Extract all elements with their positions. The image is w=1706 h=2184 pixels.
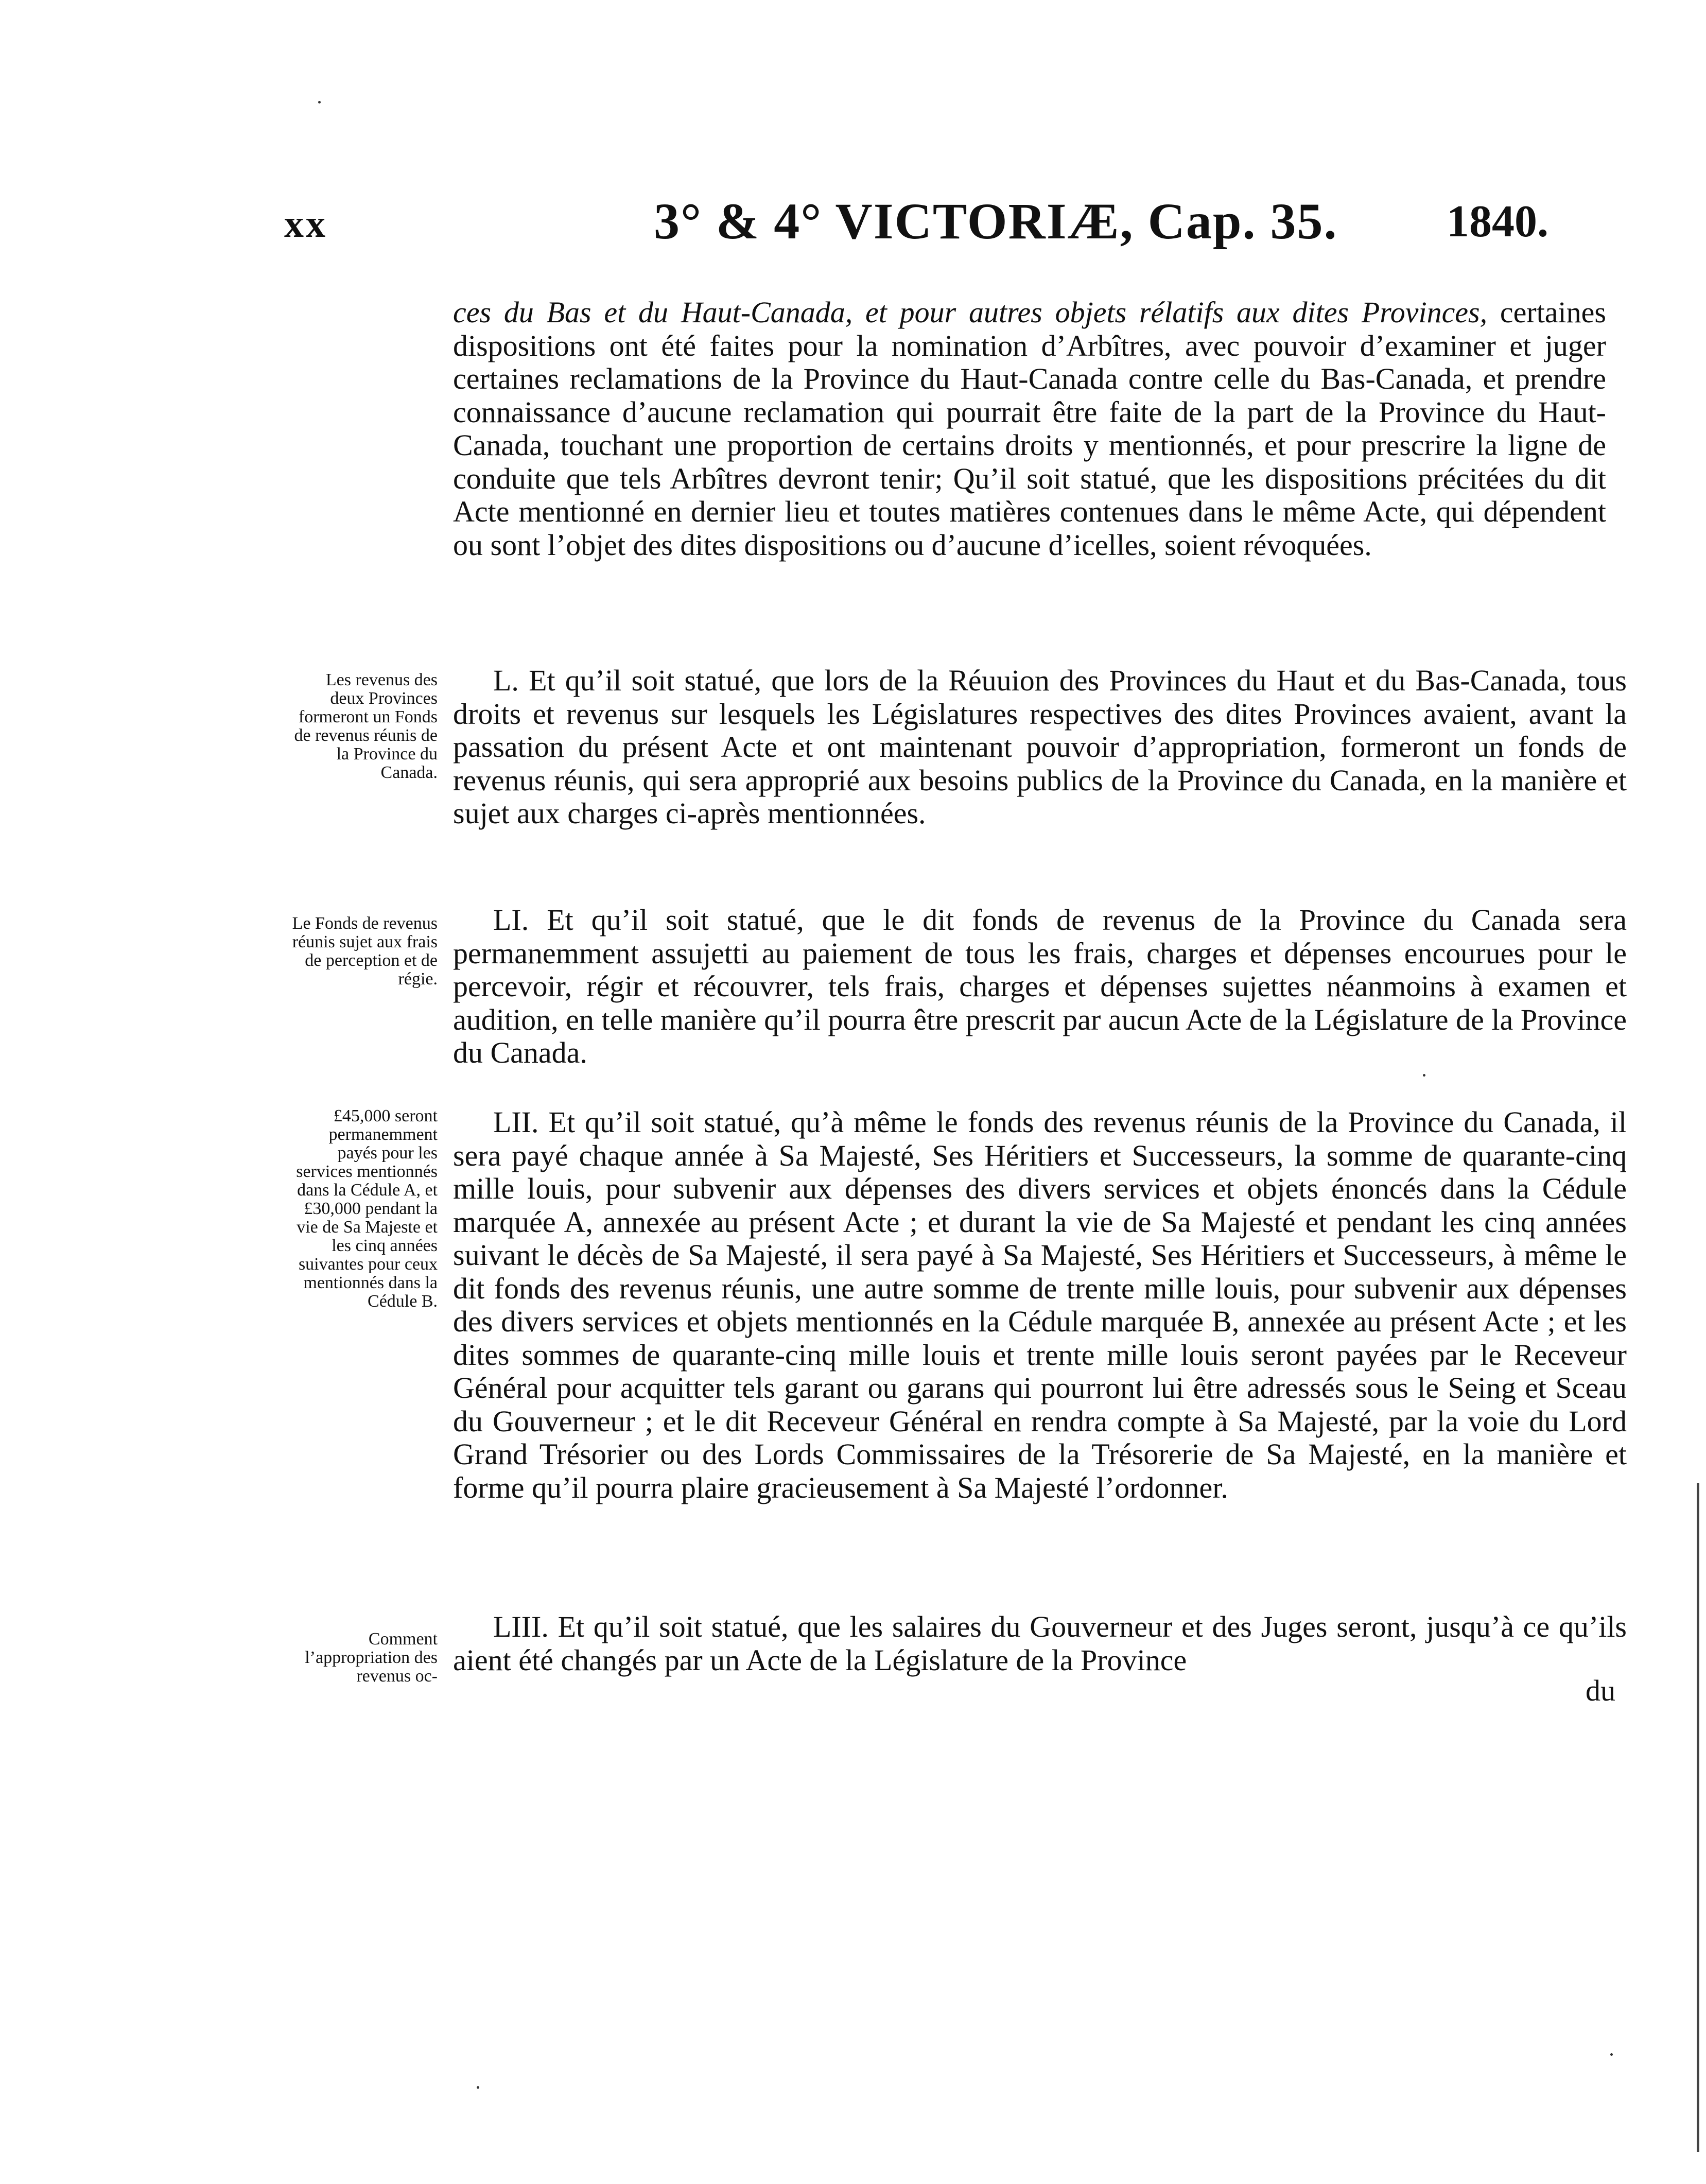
margin-note-section-liii: Comment l’appropriation des revenus oc- bbox=[305, 1630, 438, 1686]
section-number: L. bbox=[493, 664, 519, 697]
section-lii bbox=[453, 1106, 1627, 1504]
catchword: du bbox=[1586, 1674, 1615, 1707]
scan-speck bbox=[477, 2086, 479, 2089]
section-l bbox=[453, 664, 1627, 830]
intro-text: certaines dispositions ont été faites pour la nomination d’Arbîtres, avec pouvoir d’examiner et juger certaines reclamations de la Province du Haut-Canada contre celle du Bas-Canada, et prendre connaissance d’aucune reclamation qui pourrait être faite de la part de la Province du Haut-Canada, touchant une proportion de certains droits y mentionnés, et pour prescrire la ligne de conduite que tels Arbîtres devront tenir; Qu’il soit statué, que les dispositions précitées du dit Acte mentionné en dernier lieu et toutes matières contenues dans le même Acte, qui dépendent ou sont l’objet des dites dispositions ou d’aucune d’icelles, soient révoquées. bbox=[453, 296, 1606, 562]
intro-italic-lead: ces du Bas et du Haut-Canada, et pour autres objets rélatifs aux dites Provinces, bbox=[453, 296, 1488, 329]
section-text: Et qu’il soit statué, qu’à même le fonds des revenus réunis de la Province du Canada, il sera payé chaque année à Sa Majesté, Ses Héritiers et Successeurs, la somme de quarante-cinq mille louis, pour subvenir aux dépenses des divers services et objets énoncés dans la Cédule marquée A, annexée au présent Acte ; et durant la vie de Sa Majesté et pendant les cinq années suivant le décès de Sa Majesté, il sera payé à Sa Majesté, Ses Héritiers et Successeurs, à même le dit fonds des revenus réunis, une autre somme de trente mille louis, pour subvenir aux dépenses des divers services et objets mentionnés en la Cédule marquée B, annexée au présent Acte ; et les dites sommes de quarante-cinq mille louis et trente mille louis seront payées par le Receveur Général pour acquitter tels garant ou garans qui pourront lui être adressés sous le Seing et Sceau du Gouverneur ; et le dit Receveur Général en rendra compte à Sa Majesté, par la voie du Lord Grand Trésorier ou des Lords Commissaires de la Trésorerie de Sa Majesté, en la manière et forme qu’il pourra plaire gracieusement à Sa Majesté l’ordonner. bbox=[453, 1105, 1627, 1504]
margin-note-section-li: Le Fonds de revenus réunis sujet aux frais de perception et de régie. bbox=[292, 914, 438, 989]
page-edge-shadow bbox=[1697, 1483, 1699, 2152]
section-number: LIII. bbox=[493, 1610, 549, 1643]
margin-note-section-lii: £45,000 seront permanemment payés pour les services mentionnés dans la Cédule A, et £30,000 pendant la vie de Sa Majeste et les cinq années suivantes pour ceux mentionnés dans la Cédule B. bbox=[296, 1106, 438, 1311]
section-li bbox=[453, 904, 1627, 1070]
section-number: LI. bbox=[493, 903, 529, 937]
scan-speck bbox=[1610, 2053, 1613, 2056]
page-number: xx bbox=[284, 202, 327, 246]
header-year: 1840. bbox=[1447, 197, 1548, 247]
intro-paragraph bbox=[453, 296, 1606, 562]
scan-speck bbox=[1423, 1074, 1425, 1077]
section-text: Et qu’il soit statué, que les salaires du Gouverneur et des Juges seront, jusqu’à ce qu’ils aient été changés par un Acte de la Législature de la Province bbox=[453, 1610, 1627, 1677]
section-text: Et qu’il soit statué, que lors de la Réuuion des Provinces du Haut et du Bas-Canada, tous droits et revenus sur lesquels les Législatures respectives des dites Provinces avaient, avant la passation du présent Acte et ont maintenant pouvoir d’appropriation, formeront un fonds de revenus réunis, qui sera approprié aux besoins publics de la Province du Canada, en la manière et sujet aux charges ci-après mentionnées. bbox=[453, 664, 1627, 830]
section-liii bbox=[453, 1610, 1627, 1677]
running-header bbox=[0, 192, 1706, 253]
section-text: Et qu’il soit statué, que le dit fonds de revenus de la Province du Canada sera permanemment assujetti au paiement de tous les frais, charges et dépenses encourues pour le percevoir, régir et récouvrer, tels frais, charges et dépenses sujettes néanmoins à examen et audition, en telle manière qu’il pourra être prescrit par aucun Acte de la Législature de la Province du Canada. bbox=[453, 903, 1627, 1069]
scan-speck bbox=[318, 101, 321, 103]
margin-note-section-l: Les revenus des deux Provinces formeront un Fonds de revenus réunis de la Province du Canada. bbox=[294, 670, 438, 782]
section-number: LII. bbox=[493, 1105, 539, 1139]
page-title: 3° & 4° VICTORIÆ, Cap. 35. bbox=[654, 193, 1338, 250]
